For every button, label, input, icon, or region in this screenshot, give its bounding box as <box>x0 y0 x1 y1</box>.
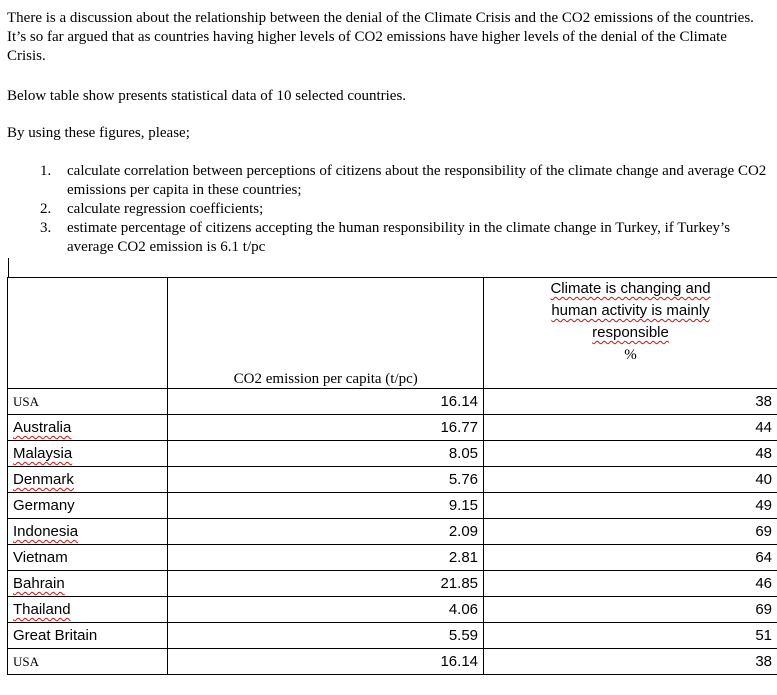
country-cell <box>8 467 168 493</box>
list-number: 2. <box>40 201 52 217</box>
co2-cell: 2.81 <box>168 545 484 571</box>
list-number: 1. <box>40 163 52 179</box>
list-item <box>7 200 767 219</box>
co2-cell: 21.85 <box>168 571 484 597</box>
country-cell <box>8 597 168 623</box>
table-description: Below table show presents statistical data of 10 selected countries. <box>7 88 407 104</box>
country-name: Malaysia <box>13 445 73 462</box>
co2-cell: 5.59 <box>168 623 484 649</box>
country-cell: USA <box>8 649 168 675</box>
co2-cell: 2.09 <box>168 519 484 545</box>
co2-cell: 16.14 <box>168 649 484 675</box>
pct-cell: 49 <box>484 493 777 519</box>
table-row <box>8 493 777 519</box>
pct-cell: 69 <box>484 519 777 545</box>
header-country <box>8 278 168 389</box>
header-climate-line: responsible <box>592 324 669 341</box>
data-table <box>7 277 777 675</box>
task-text: estimate percentage of citizens accepting the human responsibility in the climate change in Turkey, if Turkey’s average CO2 emission is 6.1 t/pc <box>67 220 731 255</box>
table-row <box>8 415 777 441</box>
pct-cell: 51 <box>484 623 777 649</box>
list-item <box>7 162 767 200</box>
co2-cell: 8.05 <box>168 441 484 467</box>
country-name: Australia <box>13 419 72 436</box>
co2-cell: 9.15 <box>168 493 484 519</box>
country-cell: Vietnam <box>8 545 168 571</box>
co2-cell: 5.76 <box>168 467 484 493</box>
co2-cell: 16.77 <box>168 415 484 441</box>
country-name: Denmark <box>13 471 74 488</box>
pct-cell: 38 <box>484 389 777 415</box>
co2-cell: 16.14 <box>168 389 484 415</box>
country-cell: USA <box>8 389 168 415</box>
country-name: Bahrain <box>13 575 65 592</box>
list-number: 3. <box>40 220 52 236</box>
pct-cell: 44 <box>484 415 777 441</box>
table-row <box>8 467 777 493</box>
pct-cell: 38 <box>484 649 777 675</box>
country-cell <box>8 571 168 597</box>
table-row <box>8 519 777 545</box>
instructions-lead: By using these figures, please; <box>7 125 190 141</box>
table-row <box>8 597 777 623</box>
header-co2: CO2 emission per capita (t/pc) <box>168 278 484 389</box>
task-text: calculate regression coefficients; <box>67 201 264 217</box>
list-item <box>7 219 767 257</box>
task-text: calculate correlation between perceptions of citizens about the responsibility of the climate change and average CO2 emissions per capita in these countries; <box>67 163 767 198</box>
intro-paragraph: There is a discussion about the relationship between the denial of the Climate Crisis and the CO2 emissions of the countries. It’s so far argued that as countries having higher levels of CO2 emissions have higher levels of the denial of the Climate Crisis. <box>7 10 754 64</box>
text-cursor <box>8 258 9 278</box>
table-row <box>8 441 777 467</box>
country-cell: Great Britain <box>8 623 168 649</box>
pct-cell: 46 <box>484 571 777 597</box>
pct-cell: 64 <box>484 545 777 571</box>
table-row <box>8 545 777 571</box>
header-climate-line: human activity is mainly <box>551 302 710 319</box>
co2-cell: 4.06 <box>168 597 484 623</box>
table-row <box>8 623 777 649</box>
country-cell: Germany <box>8 493 168 519</box>
header-climate <box>484 278 777 389</box>
country-name: Thailand <box>13 601 71 618</box>
table-header-row <box>8 278 777 389</box>
table-row <box>8 649 777 675</box>
pct-cell: 48 <box>484 441 777 467</box>
pct-cell: 40 <box>484 467 777 493</box>
country-cell <box>8 441 168 467</box>
header-climate-line: Climate is changing and <box>550 280 711 297</box>
task-list <box>7 162 767 257</box>
table-row <box>8 389 777 415</box>
pct-cell: 69 <box>484 597 777 623</box>
table-row <box>8 571 777 597</box>
country-cell <box>8 519 168 545</box>
header-climate-unit: % <box>624 347 637 363</box>
country-name: Indonesia <box>13 523 79 540</box>
country-cell <box>8 415 168 441</box>
